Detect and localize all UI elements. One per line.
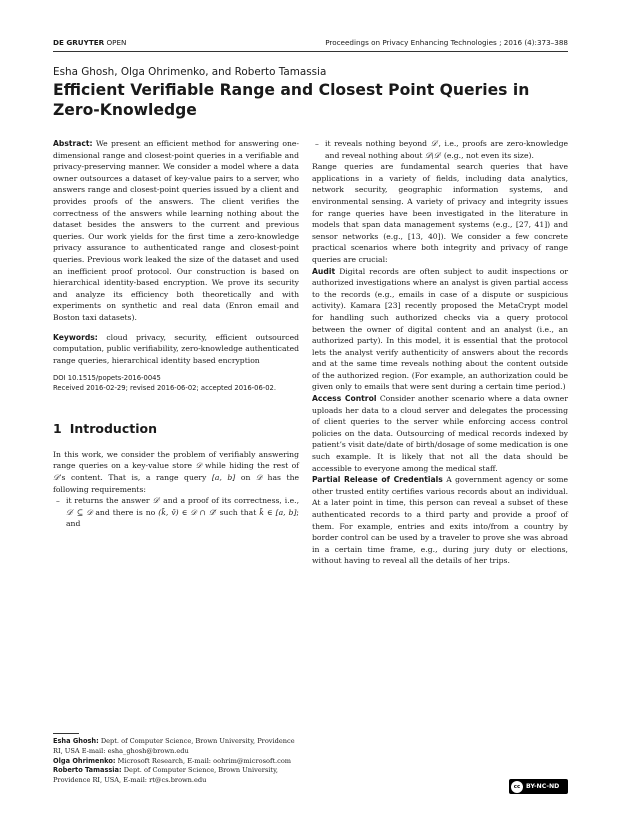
footnote-rule [53,733,79,734]
license-label: BY-NC-ND [526,783,560,790]
doi-block [53,373,299,393]
scenario-audit: Audit Digital records are often subject to audit inspections or authorized investigations where an analyst is given partial access to the records (e.g., emails in case of a dispute or suspicious activity). Kamara [23] recently proposed the MetaCrypt model for handling such authorized checks via a query protocol between the owner of digital content and an analyst (i.e., an authorized party). In this model, it is essential that the protocol lets the analyst verify authenticity of answers about the records and at the same time reveals nothing about the content outside of the authorized region. (For example, an authorization could be given only to emails that were sent during a certain time period.) [312,266,568,392]
intro-paragraph: In this work, we consider the problem of verifiably answering range queries on a key-value store 𝒟 while hiding the rest of 𝒟’s content. That is, a range query [a, b] on 𝒟 has the following requirements: [53,449,300,494]
keywords: Keywords: cloud privacy, security, efficient outsourced computation, public verifiability, zero-knowledge authenticated range queries, hierarchical identity based encryption [53,332,299,365]
cc-logo-icon: cc [511,781,523,793]
doi: DOI 10.1515/popets-2016-0045 [53,374,161,383]
body-paragraph: Range queries are fundamental search queries that have applications in a variety of fields, including data analytics, network security, geographic information systems, and environmental sensing. A variety of privacy and integrity issues for range queries have been investigated in the literature in models that span data management systems (e.g., [27, 41]) and sensor networks (e.g., [13, 40]). We consider a few concrete practical scenarios where both integrity and privacy of range queries are crucial: [312,162,568,264]
scenario-access-control: Access Control Consider another scenario where a data owner uploads her data to a cloud server and delegates the processing of client queries to the server while enforcing access control policies on the data. Outsourcing of medical records indexed by patient’s visit date/date of birth/dosage of some medication is one such example. It is likely that not all the data should be accessible to everyone among the medical staff. [312,394,568,473]
scenario-text: Digital records are often subject to audit inspections or authorized investigations where an analyst is given partial access to the records (e.g., emails in case of a dispute or suspicious activity). Kamara [23] recently proposed the MetaCrypt model for handling such authorized checks via a query protocol between the owner of digital content and an analyst (i.e., an authorized party). In this model, it is essential that the protocol lets the analyst verify authenticity of answers about the records and at the same time reveals nothing about the content outside of the authorized region. (For example, an authorization could be given only to emails that were sent during a certain time period.) [312,266,568,392]
scenario-text: A government agency or some other trusted entity certifies various records about an individual. At a later point in time, this person can reveal a subset of these authenticated records to a third party and provide a proof of them. For example, entries and exits into/from a country by border control can be used by a traveler to prove she was abroad in a certain time frame, e.g., during jury duty or elections, without having to reveal all the details of her trips. [312,475,568,566]
footnote-item: Olga Ohrimenko: Microsoft Research, E-mail: oohrim@microsoft.com [53,756,292,765]
author-list: Esha Ghosh, Olga Ohrimenko, and Roberto Tamassia [53,66,327,78]
footnote-item: Esha Ghosh: Dept. of Computer Science, Brown University, Providence RI, USA E-mail: esha_ghosh@brown.edu [53,737,295,755]
received-dates: Received 2016-02-29; revised 2016-06-02; accepted 2016-06-02. [53,384,277,393]
creative-commons-badge[interactable] [509,779,568,794]
requirement-item: – it reveals nothing beyond 𝒟′, i.e., proofs are zero-knowledge and reveal nothing about 𝒟\𝒟′ (e.g., not even its size). [315,139,568,160]
left-column [53,138,299,530]
header-rule [53,51,568,52]
proceedings-citation: Proceedings on Privacy Enhancing Technologies ; 2016 (4):373–388 [325,38,568,47]
scenario-text: Consider another scenario where a data owner uploads her data to a cloud server and delegates the processing of client queries to the server while enforcing access control policies on the data. Outsourcing of medical records indexed by patient’s visit date/date of birth/dosage of some medication is one such example. It is likely that not all the data should be accessible to everyone among the medical staff. [312,394,568,473]
right-column [312,138,568,567]
author-affiliations [53,737,299,786]
running-header [53,38,568,50]
paper-title: Efficient Verifiable Range and Closest Point Queries in Zero-Knowledge [53,81,530,119]
publisher: DE GRUYTER OPEN [53,38,127,47]
scenario-credentials: Partial Release of Credentials A government agency or some other trusted entity certifies various records about an individual. At a later point in time, this person can reveal a subset of these authenticated records to a third party and provide a proof of them. For example, entries and exits into/from a country by border control can be used by a traveler to prove she was abroad in a certain time frame, e.g., during jury duty or elections, without having to reveal all the details of her trips. [312,475,568,566]
footnote-item: Roberto Tamassia: Dept. of Computer Science, Brown University, Providence RI, USA, E-mail: rt@cs.brown.edu [53,766,279,785]
abstract: Abstract: We present an efficient method for answering one-dimensional range and closest-point queries in a verifiable and privacy-preserving manner. We consider a model where a data owner outsources a dataset of key-value pairs to a server, who answers range and closest-point queries issued by a client and provides proofs of the answers. The client verifies the correctness of the answers while learning nothing about the dataset besides the answers to the current and previous queries. Our work yields for the first time a zero-knowledge privacy assurance to authenticated range and closest-point queries. Previous work leaked the size of the dataset and used an inefficient proof protocol. Our construction is based on hierarchical identity-based encryption. We prove its security and analyze its efficiency both theoretically and with experiments on synthetic and real data (Enron email and Boston taxi datasets). [53,139,299,322]
section-heading: 1 Introduction [53,421,157,437]
requirement-item: – it returns the answer 𝒟′ and a proof of its correctness, i.e., 𝒟′ ⊆ 𝒟 and there is no (k̄, v̄) ∈ 𝒟 ∩ 𝒟̄′ such that k̄ ∈ [a, b]; and [56,496,300,529]
